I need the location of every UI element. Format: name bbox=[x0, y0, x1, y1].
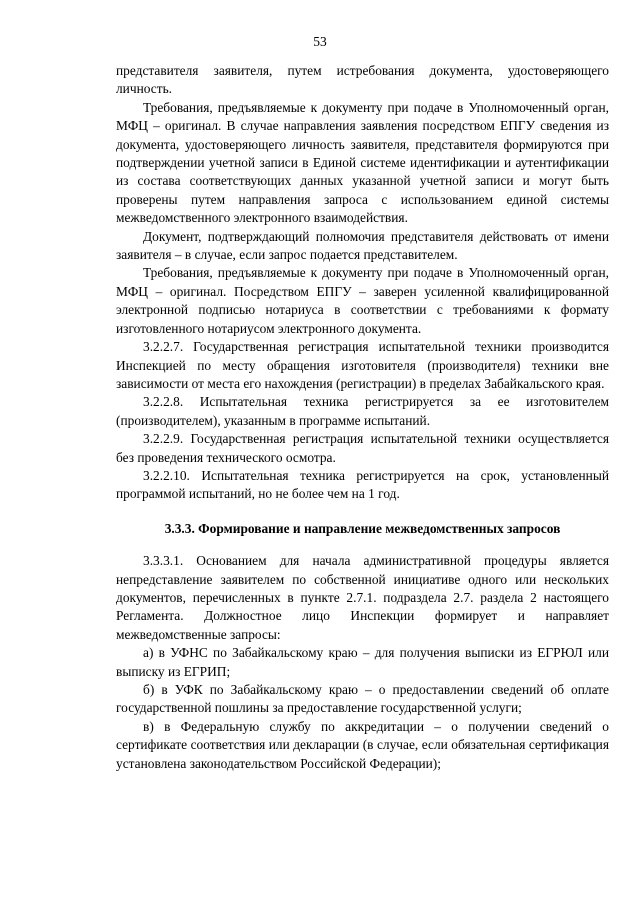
paragraph-7: 3.2.2.9. Государственная регистрация испытательной техники осуществляется без проведения технического осмотра. bbox=[116, 431, 609, 465]
document-body bbox=[116, 62, 609, 773]
paragraph-1: представителя заявителя, путем истребования документа, удостоверяющего личность. bbox=[116, 63, 609, 97]
section-heading: 3.3.3. Формирование и направление межведомственных запросов bbox=[164, 520, 561, 536]
paragraph-6: 3.2.2.8. Испытательная техника регистрируется за ее изготовителем (производителем), указанным в программе испытаний. bbox=[116, 394, 609, 428]
paragraph-10: а) в УФНС по Забайкальскому краю – для получения выписки из ЕГРЮЛ или выписку из ЕГРИП; bbox=[116, 645, 609, 679]
paragraph-8: 3.2.2.10. Испытательная техника регистрируется на срок, установленный программой испытаний, но не более чем на 1 год. bbox=[116, 467, 609, 502]
paragraph-2: Требования, предъявляемые к документу при подаче в Уполномоченный орган, МФЦ – оригинал. В случае направления заявления посредством ЕПГУ сведения из документа, удостоверяющего личность заявителя, представителя формируются при подтверждении учетной записи в Единой системе идентификации и аутентификации из состава соответствующих данных указанной учетной записи и могут быть проверены путем направления запроса с использованием единой системы межведомственного электронного взаимодействия. bbox=[116, 99, 609, 226]
paragraph-9: 3.3.3.1. Основанием для начала административной процедуры является непредставление заявителем по собственной инициативе одного или нескольких документов, перечисленных в пункте 2.7.1. подраздела 2.7. раздела 2 настоящего Регламента. Должностное лицо Инспекции формирует и направляет межведомственные запросы: bbox=[116, 553, 609, 642]
paragraph-12: в) в Федеральную службу по аккредитации – о получении сведений о сертификате соответствия или декларации (в случае, если обязательная сертификация установлена законодательством Российской Федерации); bbox=[116, 718, 609, 771]
paragraph-4: Требования, предъявляемые к документу при подаче в Уполномоченный орган, МФЦ – оригинал. Посредством ЕПГУ – заверен усиленной квалифицированной электронной подписью нотариуса в соответствии с требованиями к формату изготовленного нотариусом электронного документа. bbox=[116, 265, 609, 336]
page-number: 53 bbox=[313, 34, 327, 49]
paragraph-11: б) в УФК по Забайкальскому краю – о предоставлении сведений об оплате государственной пошлины за предоставление государственной услуги; bbox=[116, 682, 609, 716]
paragraph-5: 3.2.2.7. Государственная регистрация испытательной техники производится Инспекцией по месту обращения изготовителя (производителя) техники вне зависимости от места его нахождения (регистрации) в пределах Забайкальского края. bbox=[116, 339, 609, 391]
paragraph-3: Документ, подтверждающий полномочия представителя действовать от имени заявителя – в случае, если запрос подается представителем. bbox=[116, 228, 609, 263]
